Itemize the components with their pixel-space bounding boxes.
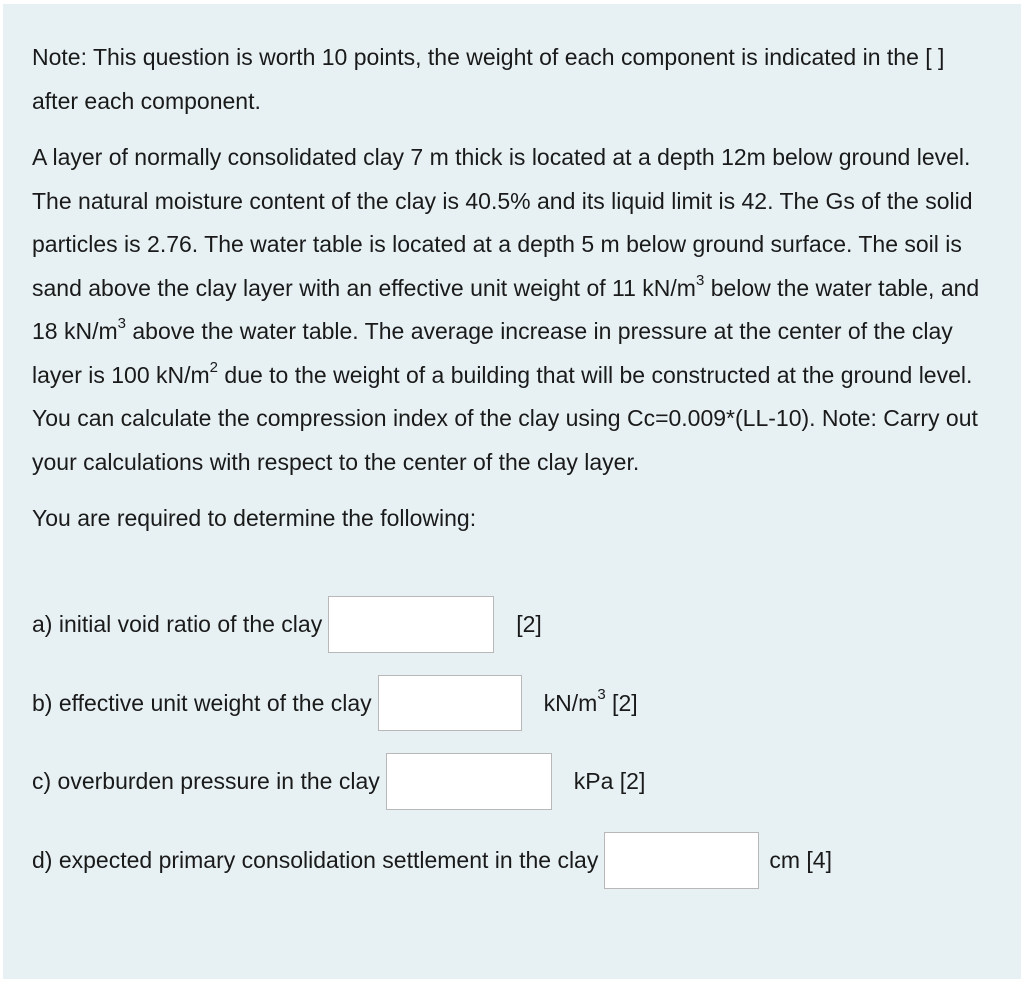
question-b-label: b) effective unit weight of the clay xyxy=(32,689,372,716)
question-a xyxy=(32,596,542,653)
effective-unit-weight-input[interactable] xyxy=(378,675,522,731)
problem-statement: A layer of normally consolidated clay 7 m thick is located at a depth 12m below ground level. The natural moisture content of the clay is 40.5% and its liquid limit is 42. The Gs of the solid particles is 2.76. The water table is located at a depth 5 m below ground surface. The soil is sand above the clay layer with an effective unit weight of 11 $kN/m^3$ below the water table, and 18 $kN/m^3$ above the water table. The average increase in pressure at the center of the clay layer is 100 $kN/m^2$ due to the weight of a building that will be constructed at the ground level. You can calculate the compression index of the clay using Cc=0.009*(LL-10). Note: Carry out your calculations with respect to the center of the clay layer. xyxy=(32,144,980,475)
question-b xyxy=(32,675,638,731)
consolidation-settlement-input[interactable] xyxy=(604,832,759,889)
question-c-unit: kPa [2] xyxy=(573,768,646,794)
void-ratio-input[interactable] xyxy=(328,596,494,653)
note-text: Note: This question is worth 10 points, the weight of each component is indicated in the [ ] after each component. xyxy=(32,44,945,114)
question-a-label: a) initial void ratio of the clay xyxy=(32,611,323,637)
question-text xyxy=(32,36,992,541)
question-a-unit: [2] xyxy=(516,611,542,637)
overburden-pressure-input[interactable] xyxy=(386,753,552,810)
question-d-label: d) expected primary consolidation settlement in the clay xyxy=(32,847,599,873)
question-d xyxy=(32,832,832,889)
question-b-unit: $kN/m^3$ [2] xyxy=(543,685,638,716)
question-c-label: c) overburden pressure in the clay xyxy=(32,768,380,794)
question-d-unit: cm [4] xyxy=(769,847,832,873)
question-c xyxy=(32,753,645,810)
instruction-text: You are required to determine the following: xyxy=(32,505,477,531)
